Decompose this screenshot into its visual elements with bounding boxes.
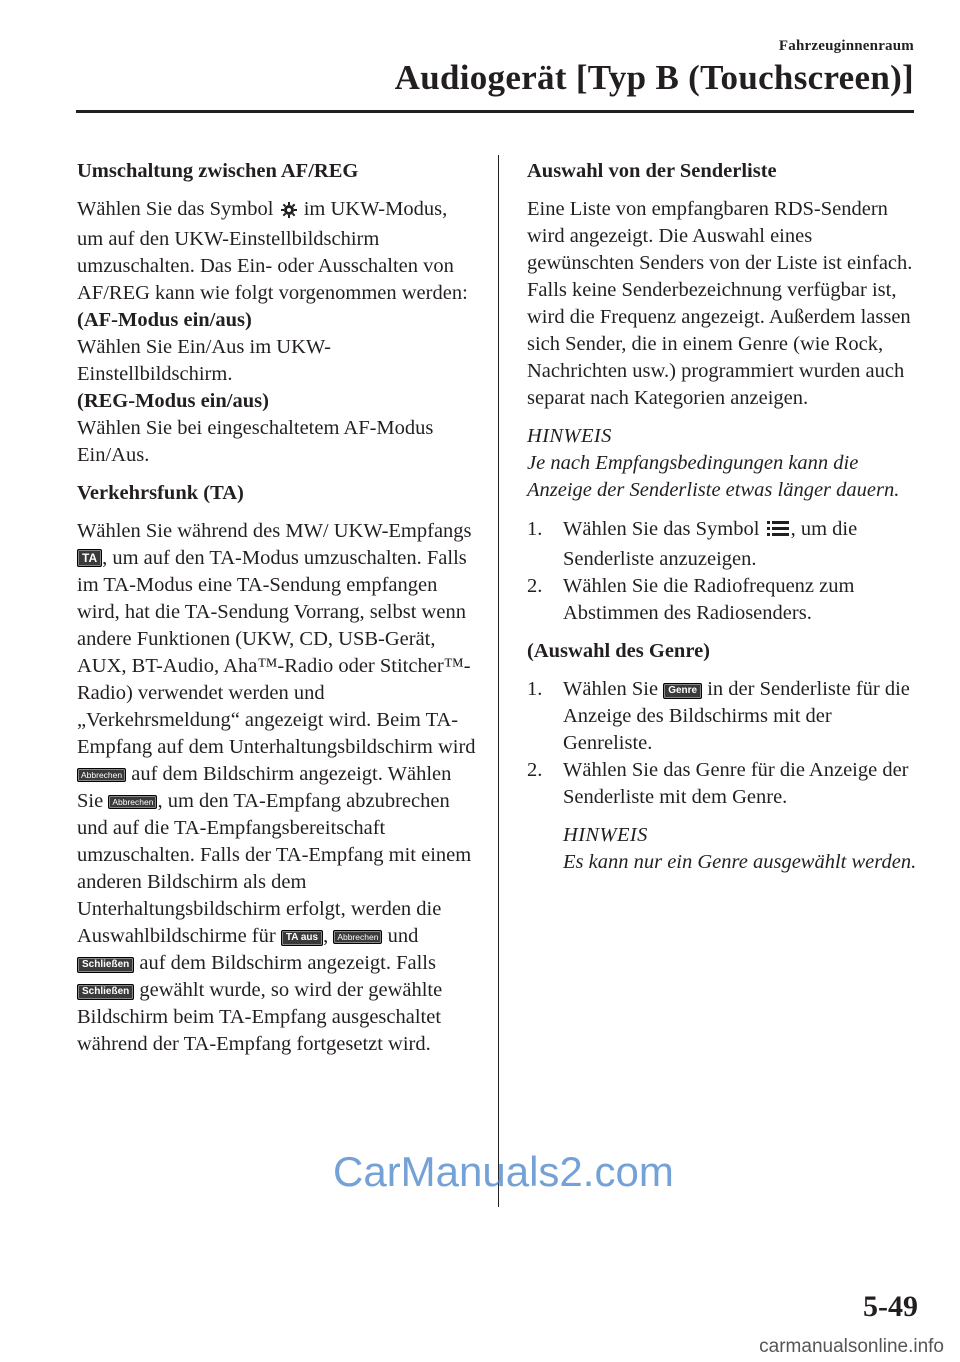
af-reg-intro-a: Wählen Sie das Symbol — [77, 198, 274, 220]
ta-paragraph — [77, 518, 477, 1058]
step-1-number: 1. — [527, 518, 543, 540]
reg-mode-text: Wählen Sie bei eingeschaltetem AF-Modus Ein/Aus. — [77, 417, 434, 466]
abbrechen-button-2[interactable]: Abbrechen — [108, 795, 157, 809]
ta-text-f: und — [387, 925, 419, 947]
schliessen-button-2[interactable]: Schließen — [77, 984, 134, 1000]
step-1-text-b: , um die Senderliste anzuzeigen. — [563, 518, 858, 570]
ta-text-a: Wählen Sie während des MW/ UKW-Empfangs — [77, 520, 472, 542]
gear-icon — [281, 199, 297, 226]
abbrechen-button[interactable]: Abbrechen — [77, 768, 126, 782]
genre-step-2 — [527, 757, 922, 811]
af-mode-heading: (AF-Modus ein/aus) — [77, 309, 252, 331]
header-section-label: Fahrzeuginnenraum — [778, 38, 914, 54]
page-number: 5-49 — [863, 1290, 918, 1323]
ta-text-g: auf dem Bildschirm angezeigt. Falls — [139, 952, 436, 974]
genre-step-1-text-a: Wählen Sie — [563, 678, 659, 700]
footer-site-link[interactable]: carmanualsonline.info — [759, 1336, 944, 1357]
heading-af-reg: Umschaltung zwischen AF/REG — [77, 160, 359, 182]
right-column — [527, 158, 922, 888]
note-2 — [563, 822, 922, 876]
genre-button[interactable]: Genre — [663, 683, 702, 699]
note-1-text: Je nach Empfangsbedingungen kann die Anzeige der Senderliste etwas länger dauern. — [527, 452, 900, 501]
station-steps — [527, 516, 922, 627]
af-reg-intro-b: im UKW-Modus, um auf den UKW-Einstellbildschirm umzuschalten. Das Ein- oder Ausschalten von AF/REG kann wie folgt vorgenommen werden: — [77, 198, 468, 304]
reg-mode-heading: (REG-Modus ein/aus) — [77, 390, 269, 412]
watermark-logo: CarManuals2.com — [333, 1148, 674, 1195]
af-mode-text: Wählen Sie Ein/Aus im UKW-Einstellbildschirm. — [77, 336, 331, 385]
note-1-label: HINWEIS — [527, 425, 612, 447]
header-rule — [76, 110, 914, 113]
ta-button[interactable]: TA — [77, 549, 102, 567]
heading-station-list: Auswahl von der Senderliste — [527, 160, 777, 182]
schliessen-button[interactable]: Schließen — [77, 957, 134, 973]
heading-ta: Verkehrsfunk (TA) — [77, 482, 244, 504]
note-2-label: HINWEIS — [563, 824, 648, 846]
note-1 — [527, 423, 922, 504]
genre-steps — [527, 676, 922, 811]
step-2-number: 2. — [527, 575, 543, 597]
step-1 — [527, 516, 922, 573]
af-reg-intro — [77, 196, 477, 469]
station-list-paragraph: Eine Liste von empfangbaren RDS-Sendern wird angezeigt. Die Auswahl eines gewünschten Senders von der Liste ist einfach. Falls keine Senderbezeichnung verfügbar ist, wird die Frequenz angezeigt. Außerdem lassen sich Sender, die in einem Genre (wie Rock, Nachrichten usw.) programmiert wurden auch separat nach Kategorien anzeigen. — [527, 198, 913, 409]
genre-heading: (Auswahl des Genre) — [527, 640, 710, 662]
step-2-text: Wählen Sie die Radiofrequenz zum Abstimmen des Radiosenders. — [563, 575, 855, 624]
list-icon[interactable] — [767, 519, 789, 546]
genre-step-2-text: Wählen Sie das Genre für die Anzeige der Senderliste mit dem Genre. — [563, 759, 909, 808]
genre-step-1-number: 1. — [527, 678, 543, 700]
left-column — [77, 158, 477, 1069]
step-1-text-a: Wählen Sie das Symbol — [563, 518, 760, 540]
genre-step-1-text-b: in der Senderliste für die Anzeige des Bildschirms mit der Genreliste. — [563, 678, 910, 754]
page-title: Audiogerät [Typ B (Touchscreen)] — [394, 58, 914, 97]
note-2-text: Es kann nur ein Genre ausgewählt werden. — [563, 851, 917, 873]
ta-text-d: , um den TA-Empfang abzubrechen und auf die TA-Empfangsbereitschaft umzuschalten. Falls der TA-Empfang mit einem anderen Bildschirm als dem Unterhaltungsbildschirm erfolgt, werden die Auswahlbildschirme für — [77, 790, 472, 947]
step-2 — [527, 573, 922, 627]
ta-text-c: auf dem Bildschirm angezeigt. Wählen Sie — [77, 763, 452, 812]
genre-step-2-number: 2. — [527, 759, 543, 781]
ta-text-b: , um auf den TA-Modus umzuschalten. Falls im TA-Modus eine TA-Sendung empfangen wird, hat die TA-Sendung Vorrang, selbst wenn andere Funktionen (UKW, CD, USB-Gerät, AUX, BT-Audio, Aha™-Radio oder Stitcher™-Radio) verwendet werden und „Verkehrsmeldung“ angezeigt wird. Beim TA-Empfang auf dem Unterhaltungsbildschirm wird — [77, 547, 476, 758]
abbrechen-button-3[interactable]: Abbrechen — [333, 930, 382, 944]
ta-text-h: gewählt wurde, so wird der gewählte Bildschirm beim TA-Empfang ausgeschaltet während der TA-Empfang fortgesetzt wird. — [77, 979, 443, 1055]
ta-text-e: , — [323, 925, 329, 947]
ta-aus-button[interactable]: TA aus — [281, 930, 323, 946]
column-divider — [498, 155, 499, 1207]
genre-step-1 — [527, 676, 922, 757]
